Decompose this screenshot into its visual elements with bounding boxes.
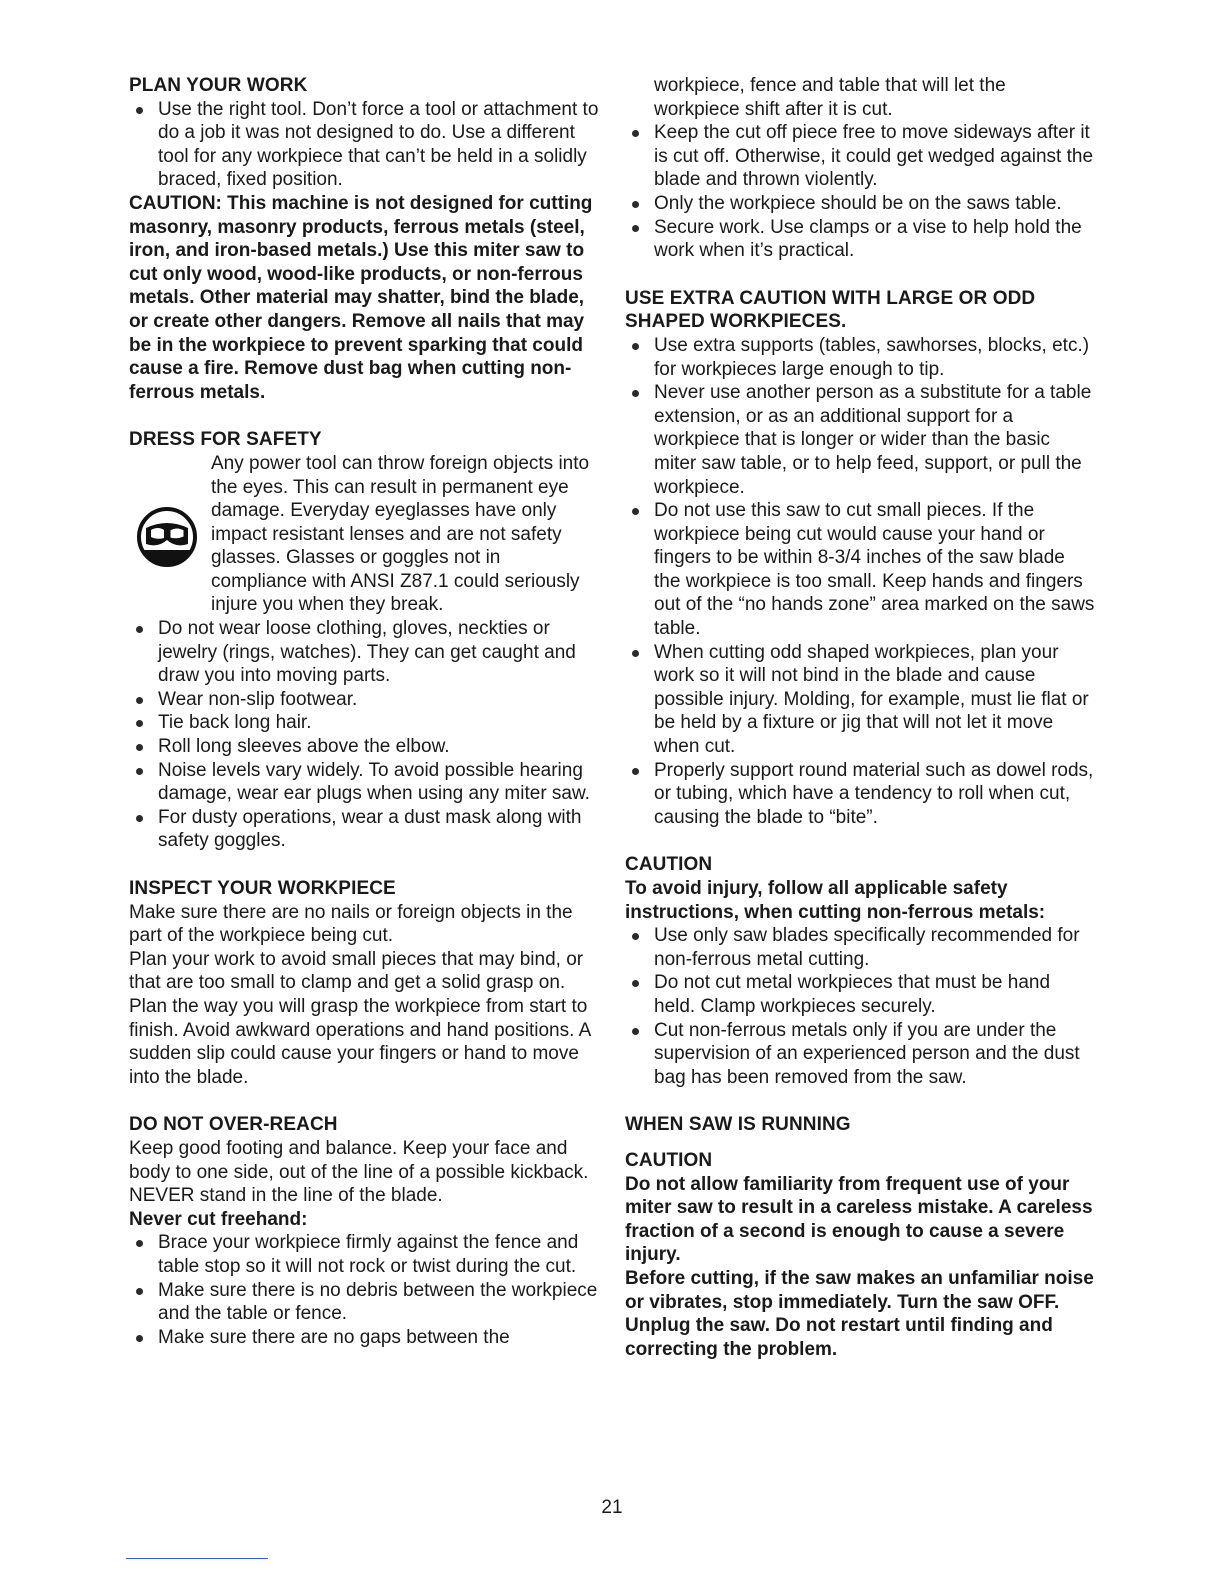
list-item: Noise levels vary widely. To avoid possible hearing damage, wear ear plugs when using any miter saw. xyxy=(129,759,599,806)
list-item: Wear non-slip footwear. xyxy=(129,688,599,712)
dress-bullets xyxy=(129,617,599,853)
list-item: Properly support round material such as dowel rods, or tubing, which have a tendency to roll when cut, causing the blade to “bite”. xyxy=(625,759,1095,830)
over-reach-bullets xyxy=(129,1231,599,1349)
dress-intro-text: Any power tool can throw foreign objects into the eyes. This can result in permanent eye damage. Everyday eyeglasses have only impact resistant lenses and are not safety glasses. Glasses or goggles not in compliance with ANSI Z87.1 could seriously injure you when they break. xyxy=(211,452,590,616)
caution-non-ferrous-section xyxy=(625,853,1095,1089)
list-item: Do not wear loose clothing, gloves, neckties or jewelry (rings, watches). They can get caught and draw you into moving parts. xyxy=(129,617,599,688)
list-item: Make sure there are no gaps between the xyxy=(129,1326,599,1350)
inspect-para-1: Make sure there are no nails or foreign objects in the part of the workpiece being cut. xyxy=(129,901,573,947)
right-bullets-1 xyxy=(625,121,1095,263)
list-item: Use only saw blades specifically recommended for non-ferrous metal cutting. xyxy=(625,924,1095,971)
plan-bullets xyxy=(129,98,599,192)
over-reach-heading: DO NOT OVER-REACH xyxy=(129,1114,338,1136)
caution-heading: CAUTION xyxy=(625,854,713,876)
plan-your-work-section xyxy=(129,74,599,404)
list-item: Use extra supports (tables, sawhorses, blocks, etc.) for workpieces large enough to tip. xyxy=(625,334,1095,381)
over-reach-para: Keep good footing and balance. Keep your face and body to one side, out of the line of a possible kickback. NEVER stand in the line of the blade. xyxy=(129,1137,589,1207)
list-item: Brace your workpiece firmly against the fence and table stop so it will not rock or twist during the cut. xyxy=(129,1231,599,1278)
safety-goggles-icon xyxy=(136,506,198,568)
page-number: 21 xyxy=(601,1497,623,1518)
list-item: Only the workpiece should be on the saws table. xyxy=(625,192,1095,216)
never-freehand-text: Never cut freehand: xyxy=(129,1208,308,1230)
list-item: Secure work. Use clamps or a vise to help hold the work when it’s practical. xyxy=(625,216,1095,263)
inspect-workpiece-heading: INSPECT YOUR WORKPIECE xyxy=(129,878,396,899)
continued-text: workpiece, fence and table that will let the workpiece shift after it is cut. xyxy=(654,75,1006,120)
list-item: Use the right tool. Don’t force a tool or attachment to do a job it was not designed to do. Use a different tool for any workpiece that can’t be held in a solidly braced, fixed position. xyxy=(129,98,599,192)
large-odd-workpieces-section xyxy=(625,287,1095,830)
familiarity-text: Do not allow familiarity from frequent use of your miter saw to result in a careless mistake. A careless fraction of a second is enough to cause a severe injury. xyxy=(625,1173,1093,1266)
list-item: When cutting odd shaped workpieces, plan your work so it will not bind in the blade and cause possible injury. Molding, for example, must lie flat or be held by a fixture or jig that will not let it move when cut. xyxy=(625,641,1095,759)
do-not-over-reach-section xyxy=(129,1113,599,1349)
inspect-para-2: Plan your work to avoid small pieces that may bind, or that are too small to clamp and get a solid grasp on. Plan the way you will grasp the workpiece from start to finish. Avoid awkward operations and hand positions. A sudden slip could cause your fingers or hand to move into the blade. xyxy=(129,948,591,1088)
caution-masonry-text: CAUTION: This machine is not designed for cutting masonry, masonry products, ferrous metals (steel, iron, and iron-based metals.) Use this miter saw to cut only wood, wood-like products, or non-ferrous metals. Other material may shatter, bind the blade, or create other dangers. Remove all nails that may be in the workpiece to prevent sparking that could cause a fire. Remove dust bag when cutting non-ferrous metals. xyxy=(129,192,593,403)
when-saw-running-heading: WHEN SAW IS RUNNING xyxy=(625,1114,851,1136)
large-odd-heading: USE EXTRA CAUTION WITH LARGE OR ODD SHAPED WORKPIECES. xyxy=(625,287,1036,333)
dress-for-safety-section xyxy=(129,428,599,853)
list-item: Cut non-ferrous metals only if you are under the supervision of an experienced person and the dust bag has been removed from the saw. xyxy=(625,1019,1095,1090)
list-item: Keep the cut off piece free to move sideways after it is cut off. Otherwise, it could get wedged against the blade and thrown violently. xyxy=(625,121,1095,192)
left-column xyxy=(129,74,599,1349)
list-item: Roll long sleeves above the elbow. xyxy=(129,735,599,759)
list-item: Do not cut metal workpieces that must be hand held. Clamp workpieces securely. xyxy=(625,971,1095,1018)
caution-bullets xyxy=(625,924,1095,1089)
unfamiliar-noise-text: Before cutting, if the saw makes an unfamiliar noise or vibrates, stop immediately. Turn the saw OFF. Unplug the saw. Do not restart until finding and correcting the problem. xyxy=(625,1267,1094,1360)
list-item: Make sure there is no debris between the workpiece and the table or fence. xyxy=(129,1279,599,1326)
when-saw-running-section xyxy=(625,1113,1095,1361)
dress-for-safety-heading: DRESS FOR SAFETY xyxy=(129,429,322,451)
footer-rule xyxy=(126,1558,268,1559)
inspect-workpiece-section xyxy=(129,877,599,1089)
list-item: Tie back long hair. xyxy=(129,711,599,735)
list-item: For dusty operations, wear a dust mask along with safety goggles. xyxy=(129,806,599,853)
plan-your-work-heading: PLAN YOUR WORK xyxy=(129,75,308,96)
caution-non-ferrous-text: To avoid injury, follow all applicable safety instructions, when cutting non-ferrous metals: xyxy=(625,878,1046,923)
running-caution-heading: CAUTION xyxy=(625,1149,713,1171)
list-item: Do not use this saw to cut small pieces. If the workpiece being cut would cause your hand or fingers to be within 8-3/4 inches of the saw blade the workpiece is too small. Keep hands and fingers out of the “no hands zone” area marked on the saws table. xyxy=(625,499,1095,641)
large-odd-bullets xyxy=(625,334,1095,829)
right-column xyxy=(625,74,1095,1361)
list-item: Never use another person as a substitute for a table extension, or as an additional support for a workpiece that is longer or wider than the basic miter saw table, or to help feed, support, or pull the workpiece. xyxy=(625,381,1095,499)
